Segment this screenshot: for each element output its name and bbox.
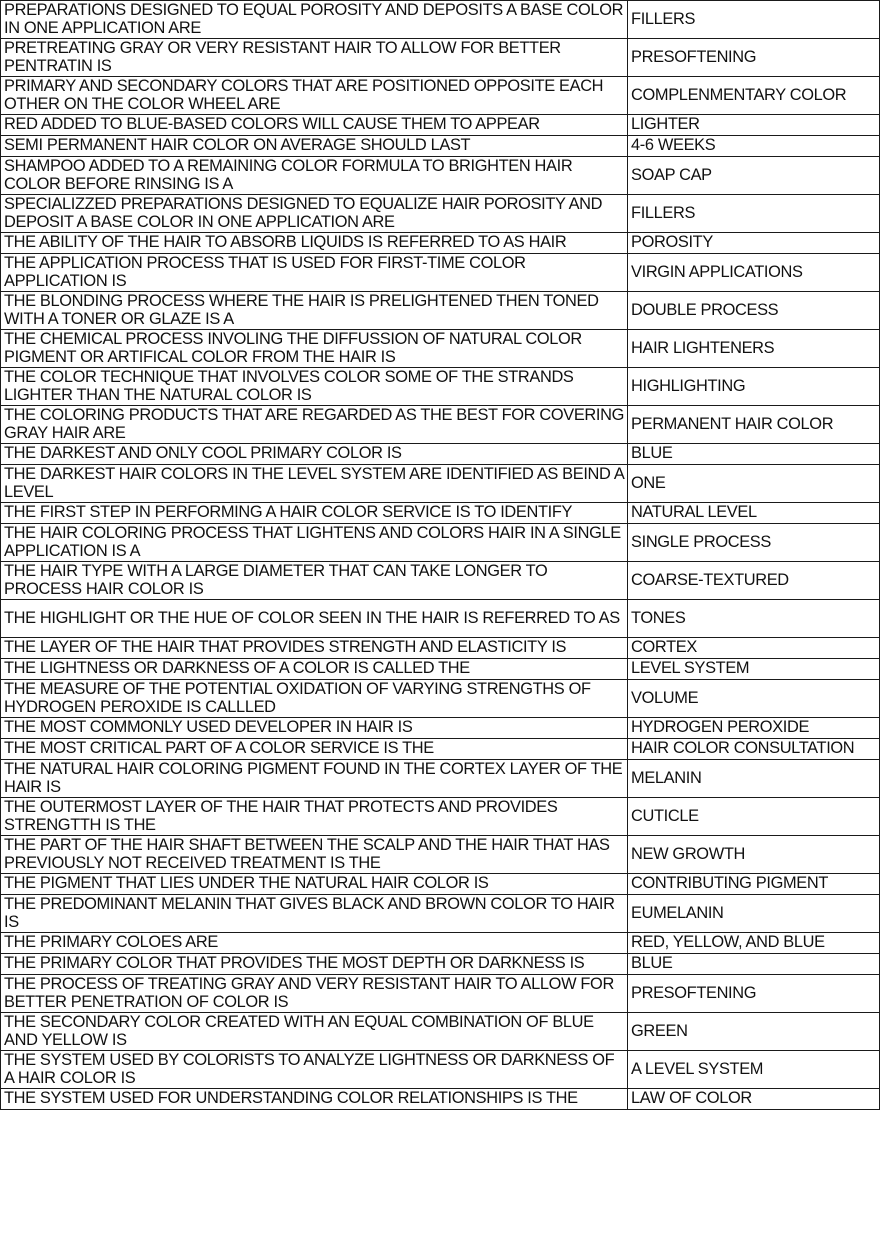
answer-cell: FILLERS [628, 1, 880, 39]
table-row [1, 195, 880, 233]
table-row [1, 1089, 880, 1110]
answer-cell: LAW OF COLOR [628, 1089, 880, 1110]
answer-cell: DOUBLE PROCESS [628, 292, 880, 330]
answer-cell: PRESOFTENING [628, 39, 880, 77]
table-row [1, 895, 880, 933]
table-row [1, 503, 880, 524]
table-row [1, 39, 880, 77]
table-row [1, 1013, 880, 1051]
answer-cell: 4-6 WEEKS [628, 136, 880, 157]
answer-cell: ONE [628, 465, 880, 503]
table-row [1, 524, 880, 562]
answer-cell: HAIR LIGHTENERS [628, 330, 880, 368]
table-row [1, 562, 880, 600]
answer-cell: NEW GROWTH [628, 836, 880, 874]
question-cell: SEMI PERMANENT HAIR COLOR ON AVERAGE SHOULD LAST [1, 136, 628, 157]
table-row [1, 292, 880, 330]
answer-cell: MELANIN [628, 760, 880, 798]
question-cell: THE LIGHTNESS OR DARKNESS OF A COLOR IS CALLED THE [1, 659, 628, 680]
table-row [1, 233, 880, 254]
answer-cell: CORTEX [628, 638, 880, 659]
table-row [1, 465, 880, 503]
table-row [1, 444, 880, 465]
question-cell: THE PROCESS OF TREATING GRAY AND VERY RESISTANT HAIR TO ALLOW FOR BETTER PENETRATION OF COLOR IS [1, 975, 628, 1013]
table-row [1, 659, 880, 680]
table-row [1, 760, 880, 798]
answer-cell: PERMANENT HAIR COLOR [628, 406, 880, 444]
question-cell: THE COLOR TECHNIQUE THAT INVOLVES COLOR SOME OF THE STRANDS LIGHTER THAN THE NATURAL COLOR IS [1, 368, 628, 406]
question-cell: SHAMPOO ADDED TO A REMAINING COLOR FORMULA TO BRIGHTEN HAIR COLOR BEFORE RINSING IS A [1, 157, 628, 195]
answer-cell: EUMELANIN [628, 895, 880, 933]
question-cell: THE OUTERMOST LAYER OF THE HAIR THAT PROTECTS AND PROVIDES STRENGTTH IS THE [1, 798, 628, 836]
table-row [1, 1051, 880, 1089]
question-cell: THE SYSTEM USED BY COLORISTS TO ANALYZE LIGHTNESS OR DARKNESS OF A HAIR COLOR IS [1, 1051, 628, 1089]
table-body [1, 1, 880, 1110]
answer-cell: FILLERS [628, 195, 880, 233]
answer-cell: GREEN [628, 1013, 880, 1051]
table-row [1, 739, 880, 760]
question-cell: THE PRIMARY COLOR THAT PROVIDES THE MOST DEPTH OR DARKNESS IS [1, 954, 628, 975]
answer-cell: NATURAL LEVEL [628, 503, 880, 524]
table-row [1, 136, 880, 157]
question-cell: THE PIGMENT THAT LIES UNDER THE NATURAL HAIR COLOR IS [1, 874, 628, 895]
table-row [1, 77, 880, 115]
table-row [1, 954, 880, 975]
question-cell: THE PREDOMINANT MELANIN THAT GIVES BLACK AND BROWN COLOR TO HAIR IS [1, 895, 628, 933]
question-cell: THE SYSTEM USED FOR UNDERSTANDING COLOR RELATIONSHIPS IS THE [1, 1089, 628, 1110]
answer-cell: VOLUME [628, 680, 880, 718]
question-cell: THE DARKEST HAIR COLORS IN THE LEVEL SYSTEM ARE IDENTIFIED AS BEIND A LEVEL [1, 465, 628, 503]
answer-cell: POROSITY [628, 233, 880, 254]
table-row [1, 115, 880, 136]
question-cell: THE ABILITY OF THE HAIR TO ABSORB LIQUIDS IS REFERRED TO AS HAIR [1, 233, 628, 254]
question-cell: THE MOST COMMONLY USED DEVELOPER IN HAIR IS [1, 718, 628, 739]
answer-cell: A LEVEL SYSTEM [628, 1051, 880, 1089]
answer-cell: RED, YELLOW, AND BLUE [628, 933, 880, 954]
answer-cell: HYDROGEN PEROXIDE [628, 718, 880, 739]
table-row [1, 406, 880, 444]
table-row [1, 680, 880, 718]
question-cell: THE HAIR COLORING PROCESS THAT LIGHTENS AND COLORS HAIR IN A SINGLE APPLICATION IS A [1, 524, 628, 562]
question-cell: THE LAYER OF THE HAIR THAT PROVIDES STRENGTH AND ELASTICITY IS [1, 638, 628, 659]
answer-cell: CUTICLE [628, 798, 880, 836]
answer-cell: HAIR COLOR CONSULTATION [628, 739, 880, 760]
answer-cell: TONES [628, 600, 880, 638]
question-cell: THE SECONDARY COLOR CREATED WITH AN EQUAL COMBINATION OF BLUE AND YELLOW IS [1, 1013, 628, 1051]
table-row [1, 874, 880, 895]
question-cell: THE MOST CRITICAL PART OF A COLOR SERVICE IS THE [1, 739, 628, 760]
question-cell: THE CHEMICAL PROCESS INVOLING THE DIFFUSSION OF NATURAL COLOR PIGMENT OR ARTIFICAL COLOR FROM THE HAIR IS [1, 330, 628, 368]
answer-cell: COMPLENMENTARY COLOR [628, 77, 880, 115]
table-row [1, 600, 880, 638]
table-row [1, 254, 880, 292]
table-row [1, 975, 880, 1013]
answer-cell: HIGHLIGHTING [628, 368, 880, 406]
answer-cell: BLUE [628, 954, 880, 975]
question-cell: RED ADDED TO BLUE-BASED COLORS WILL CAUSE THEM TO APPEAR [1, 115, 628, 136]
question-cell: THE COLORING PRODUCTS THAT ARE REGARDED AS THE BEST FOR COVERING GRAY HAIR ARE [1, 406, 628, 444]
answer-cell: COARSE-TEXTURED [628, 562, 880, 600]
question-cell: SPECIALIZZED PREPARATIONS DESIGNED TO EQUALIZE HAIR POROSITY AND DEPOSIT A BASE COLOR IN ONE APPLICATION ARE [1, 195, 628, 233]
answer-cell: SINGLE PROCESS [628, 524, 880, 562]
question-cell: THE DARKEST AND ONLY COOL PRIMARY COLOR IS [1, 444, 628, 465]
question-cell: THE MEASURE OF THE POTENTIAL OXIDATION OF VARYING STRENGTHS OF HYDROGEN PEROXIDE IS CALLLED [1, 680, 628, 718]
table-row [1, 933, 880, 954]
answer-cell: CONTRIBUTING PIGMENT [628, 874, 880, 895]
question-cell: THE PRIMARY COLOES ARE [1, 933, 628, 954]
table-row [1, 330, 880, 368]
table-row [1, 836, 880, 874]
question-cell: PRETREATING GRAY OR VERY RESISTANT HAIR TO ALLOW FOR BETTER PENTRATIN IS [1, 39, 628, 77]
table-row [1, 718, 880, 739]
question-cell: THE PART OF THE HAIR SHAFT BETWEEN THE SCALP AND THE HAIR THAT HAS PREVIOUSLY NOT RECEIVED TREATMENT IS THE [1, 836, 628, 874]
answer-cell: LIGHTER [628, 115, 880, 136]
question-cell: THE HIGHLIGHT OR THE HUE OF COLOR SEEN IN THE HAIR IS REFERRED TO AS [1, 600, 628, 638]
question-cell: THE BLONDING PROCESS WHERE THE HAIR IS PRELIGHTENED THEN TONED WITH A TONER OR GLAZE IS A [1, 292, 628, 330]
answer-cell: BLUE [628, 444, 880, 465]
answer-cell: VIRGIN APPLICATIONS [628, 254, 880, 292]
answer-cell: LEVEL SYSTEM [628, 659, 880, 680]
question-cell: THE APPLICATION PROCESS THAT IS USED FOR FIRST-TIME COLOR APPLICATION IS [1, 254, 628, 292]
table-row [1, 368, 880, 406]
question-cell: THE FIRST STEP IN PERFORMING A HAIR COLOR SERVICE IS TO IDENTIFY [1, 503, 628, 524]
question-cell: PREPARATIONS DESIGNED TO EQUAL POROSITY AND DEPOSITS A BASE COLOR IN ONE APPLICATION ARE [1, 1, 628, 39]
table-row [1, 1, 880, 39]
question-cell: THE NATURAL HAIR COLORING PIGMENT FOUND IN THE CORTEX LAYER OF THE HAIR IS [1, 760, 628, 798]
table-row [1, 798, 880, 836]
table-row [1, 157, 880, 195]
question-cell: THE HAIR TYPE WITH A LARGE DIAMETER THAT CAN TAKE LONGER TO PROCESS HAIR COLOR IS [1, 562, 628, 600]
answer-cell: PRESOFTENING [628, 975, 880, 1013]
question-cell: PRIMARY AND SECONDARY COLORS THAT ARE POSITIONED OPPOSITE EACH OTHER ON THE COLOR WHEEL ARE [1, 77, 628, 115]
answer-cell: SOAP CAP [628, 157, 880, 195]
table-row [1, 638, 880, 659]
